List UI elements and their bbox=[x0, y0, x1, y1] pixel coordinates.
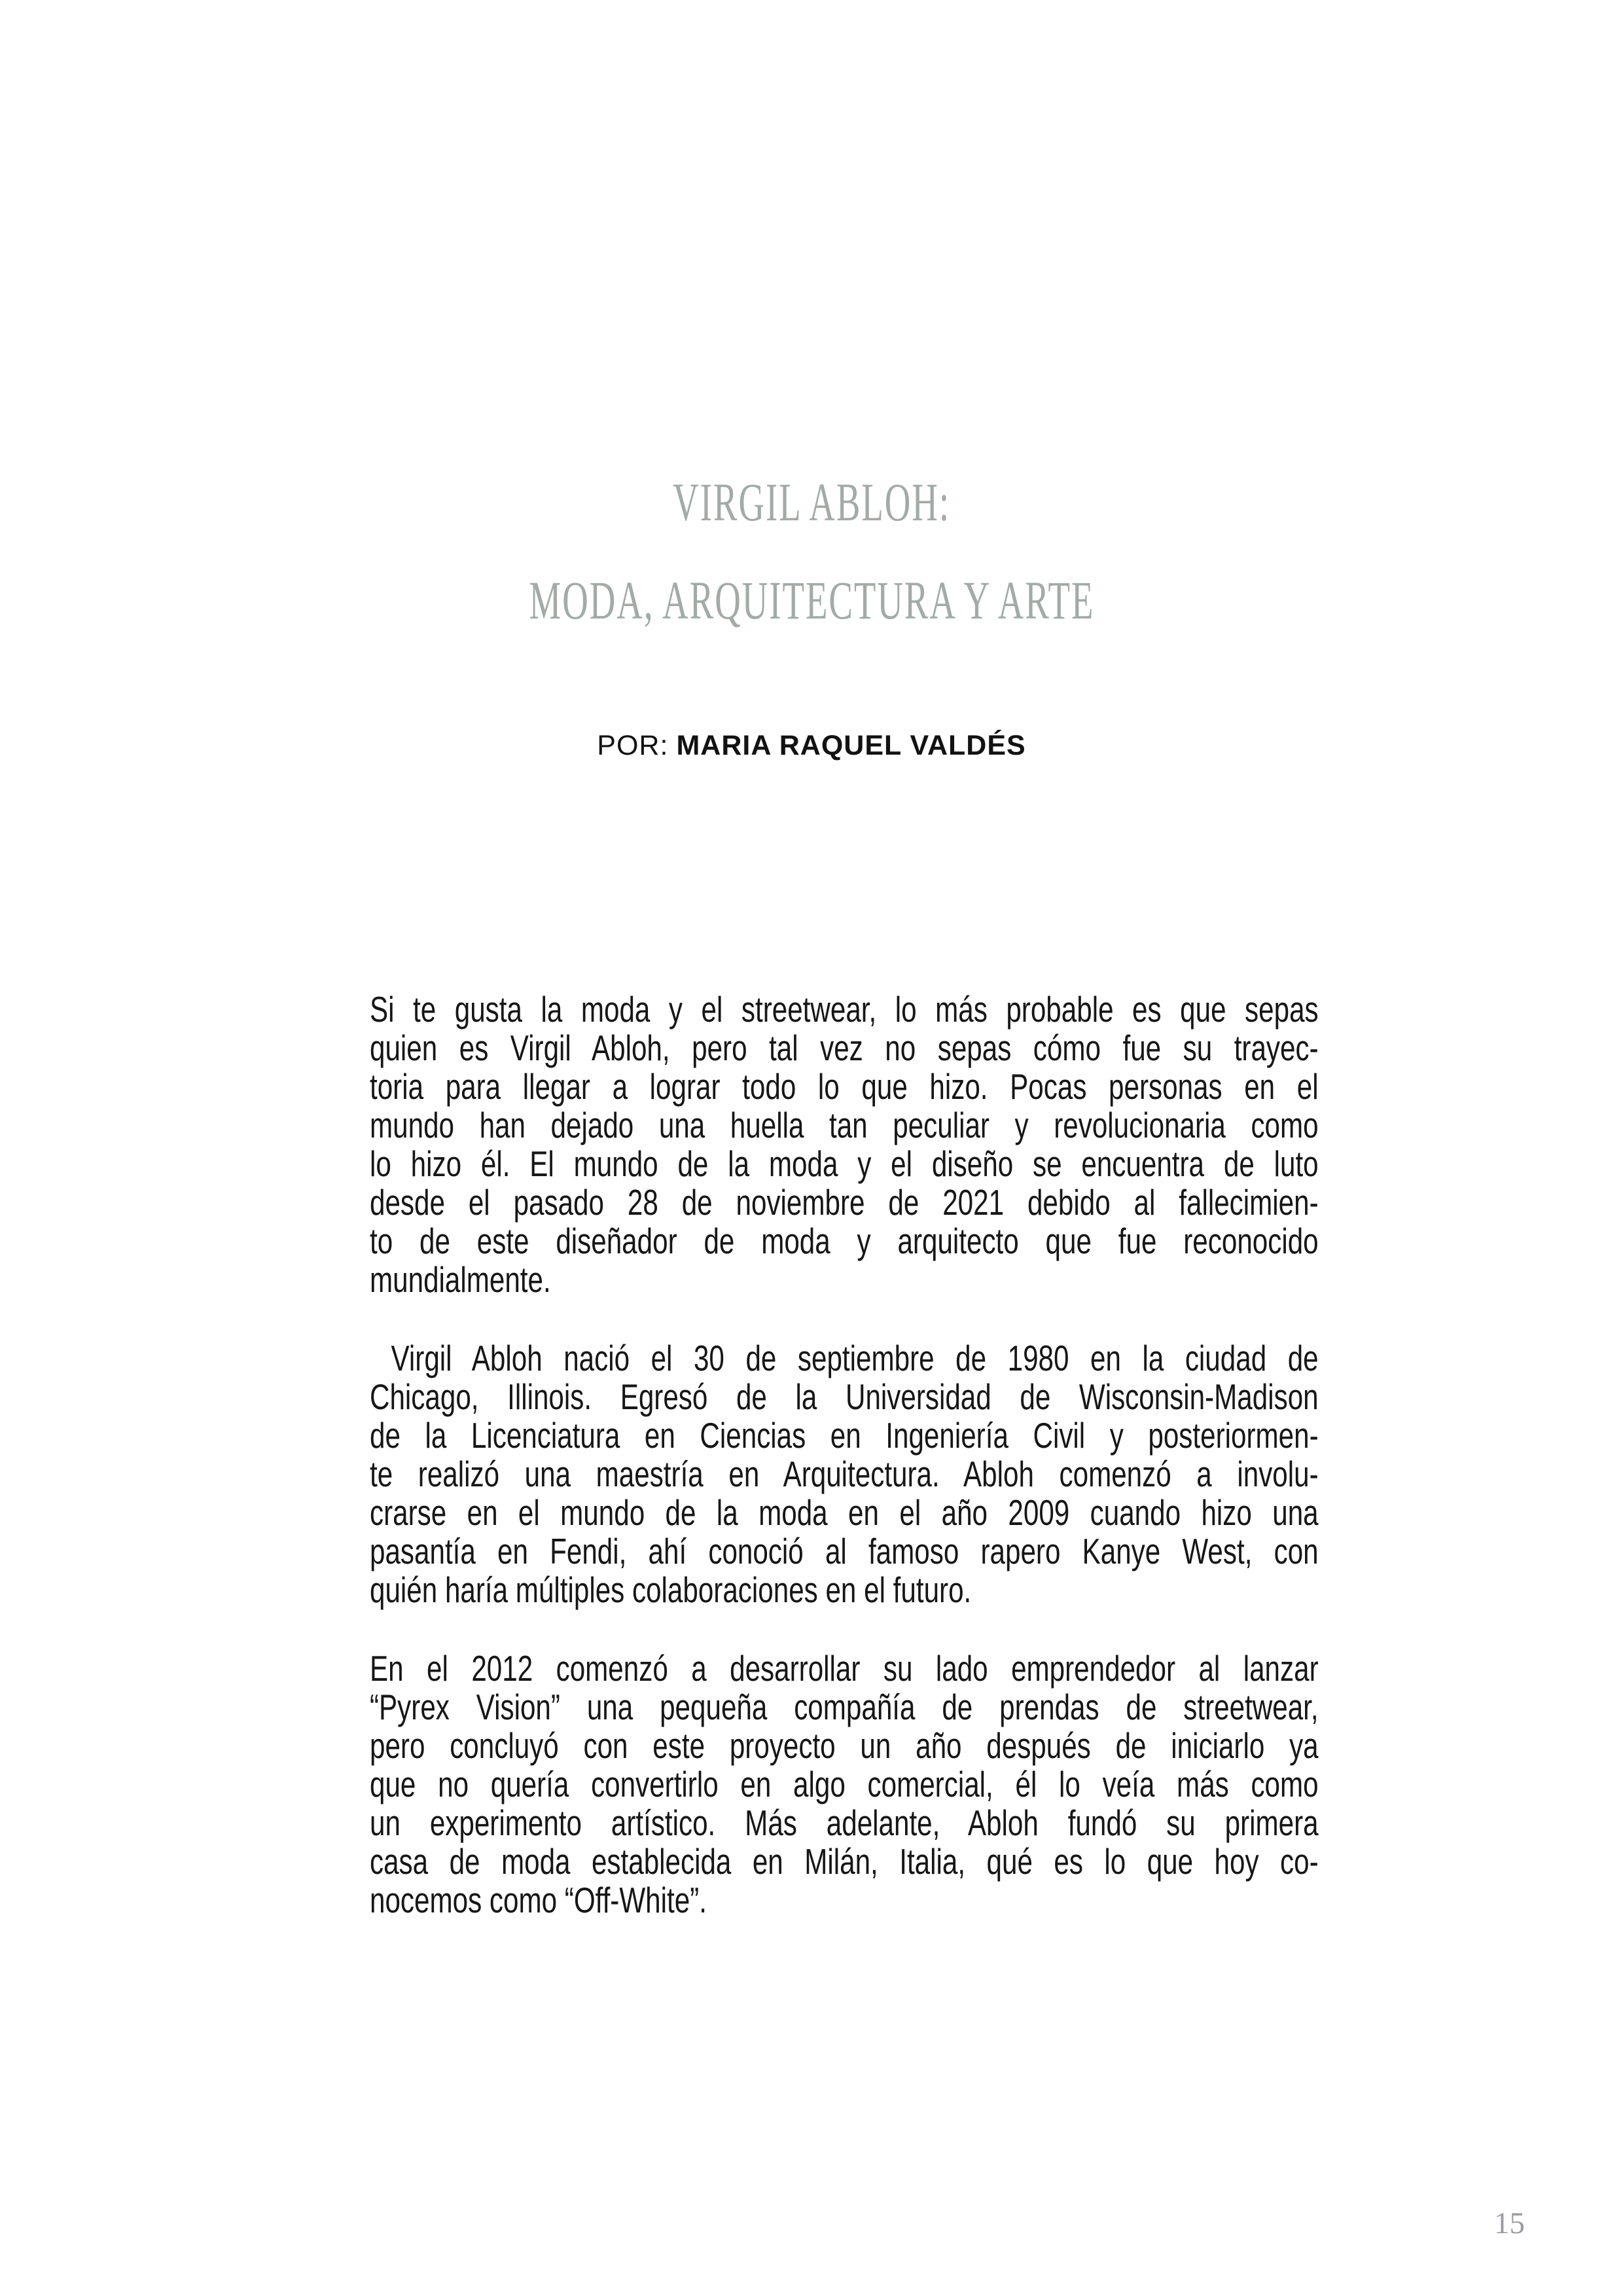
page-number: 15 bbox=[1494, 2206, 1525, 2240]
text-line: “Pyrex Vision” una pequeña compañía de prendas de streetwear, bbox=[370, 1687, 1319, 1727]
paragraph-3 bbox=[370, 1649, 1319, 1920]
article-title-line1-row bbox=[337, 472, 1286, 532]
article-body bbox=[370, 990, 1319, 1920]
article-title-line2: MODA, ARQUITECTURA Y ARTE bbox=[529, 570, 1094, 630]
article-title bbox=[337, 472, 1286, 630]
text-line: que no quería convertirlo en algo comercial, él lo veía más como bbox=[370, 1764, 1319, 1804]
text-line: toria para llegar a lograr todo lo que hizo. Pocas personas en el bbox=[370, 1066, 1319, 1107]
text-line: casa de moda establecida en Milán, Italia, qué es lo que hoy co- bbox=[370, 1841, 1319, 1882]
article-title-line2-row bbox=[337, 570, 1286, 630]
text-line: lo hizo él. El mundo de la moda y el diseño se encuentra de luto bbox=[370, 1143, 1319, 1184]
text-line: un experimento artístico. Más adelante, Abloh fundó su primera bbox=[370, 1803, 1319, 1843]
text-line: pasantía en Fendi, ahí conoció al famoso rapero Kanye West, con bbox=[370, 1531, 1319, 1571]
text-line: Virgil Abloh nació el 30 de septiembre de 1980 en la ciudad de bbox=[370, 1338, 1319, 1378]
byline-prefix: POR: bbox=[597, 730, 669, 761]
text-line: Chicago, Illinois. Egresó de la Universidad de Wisconsin-Madison bbox=[370, 1376, 1319, 1417]
text-line: desde el pasado 28 de noviembre de 2021 debido al fallecimien- bbox=[370, 1182, 1319, 1223]
text-line: pero concluyó con este proyecto un año después de iniciarlo ya bbox=[370, 1725, 1319, 1766]
text-line: crarse en el mundo de la moda en el año 2009 cuando hizo una bbox=[370, 1492, 1319, 1533]
text-line: mundo han dejado una huella tan peculiar y revolucionaria como bbox=[370, 1105, 1319, 1145]
text-line: Si te gusta la moda y el streetwear, lo más probable es que sepas bbox=[370, 989, 1319, 1030]
byline bbox=[337, 730, 1286, 761]
byline-author: MARIA RAQUEL VALDÉS bbox=[676, 730, 1026, 761]
text-line: nocemos como “Off-White”. bbox=[370, 1880, 707, 1920]
text-line: de la Licenciatura en Ciencias en Ingeniería Civil y posteriormen- bbox=[370, 1415, 1319, 1456]
text-line: to de este diseñador de moda y arquitecto que fue reconocido bbox=[370, 1221, 1319, 1261]
text-line: te realizó una maestría en Arquitectura. Abloh comenzó a involu- bbox=[370, 1454, 1319, 1494]
text-line: quién haría múltiples colaboraciones en el futuro. bbox=[370, 1570, 972, 1610]
article-title-line1: VIRGIL ABLOH: bbox=[673, 472, 950, 532]
paragraph-1 bbox=[370, 990, 1319, 1299]
text-line: mundialmente. bbox=[370, 1259, 551, 1300]
text-line: quien es Virgil Abloh, pero tal vez no sepas cómo fue su trayec- bbox=[370, 1028, 1319, 1068]
text-line: En el 2012 comenzó a desarrollar su lado emprendedor al lanzar bbox=[370, 1648, 1319, 1689]
paragraph-2 bbox=[370, 1339, 1319, 1609]
